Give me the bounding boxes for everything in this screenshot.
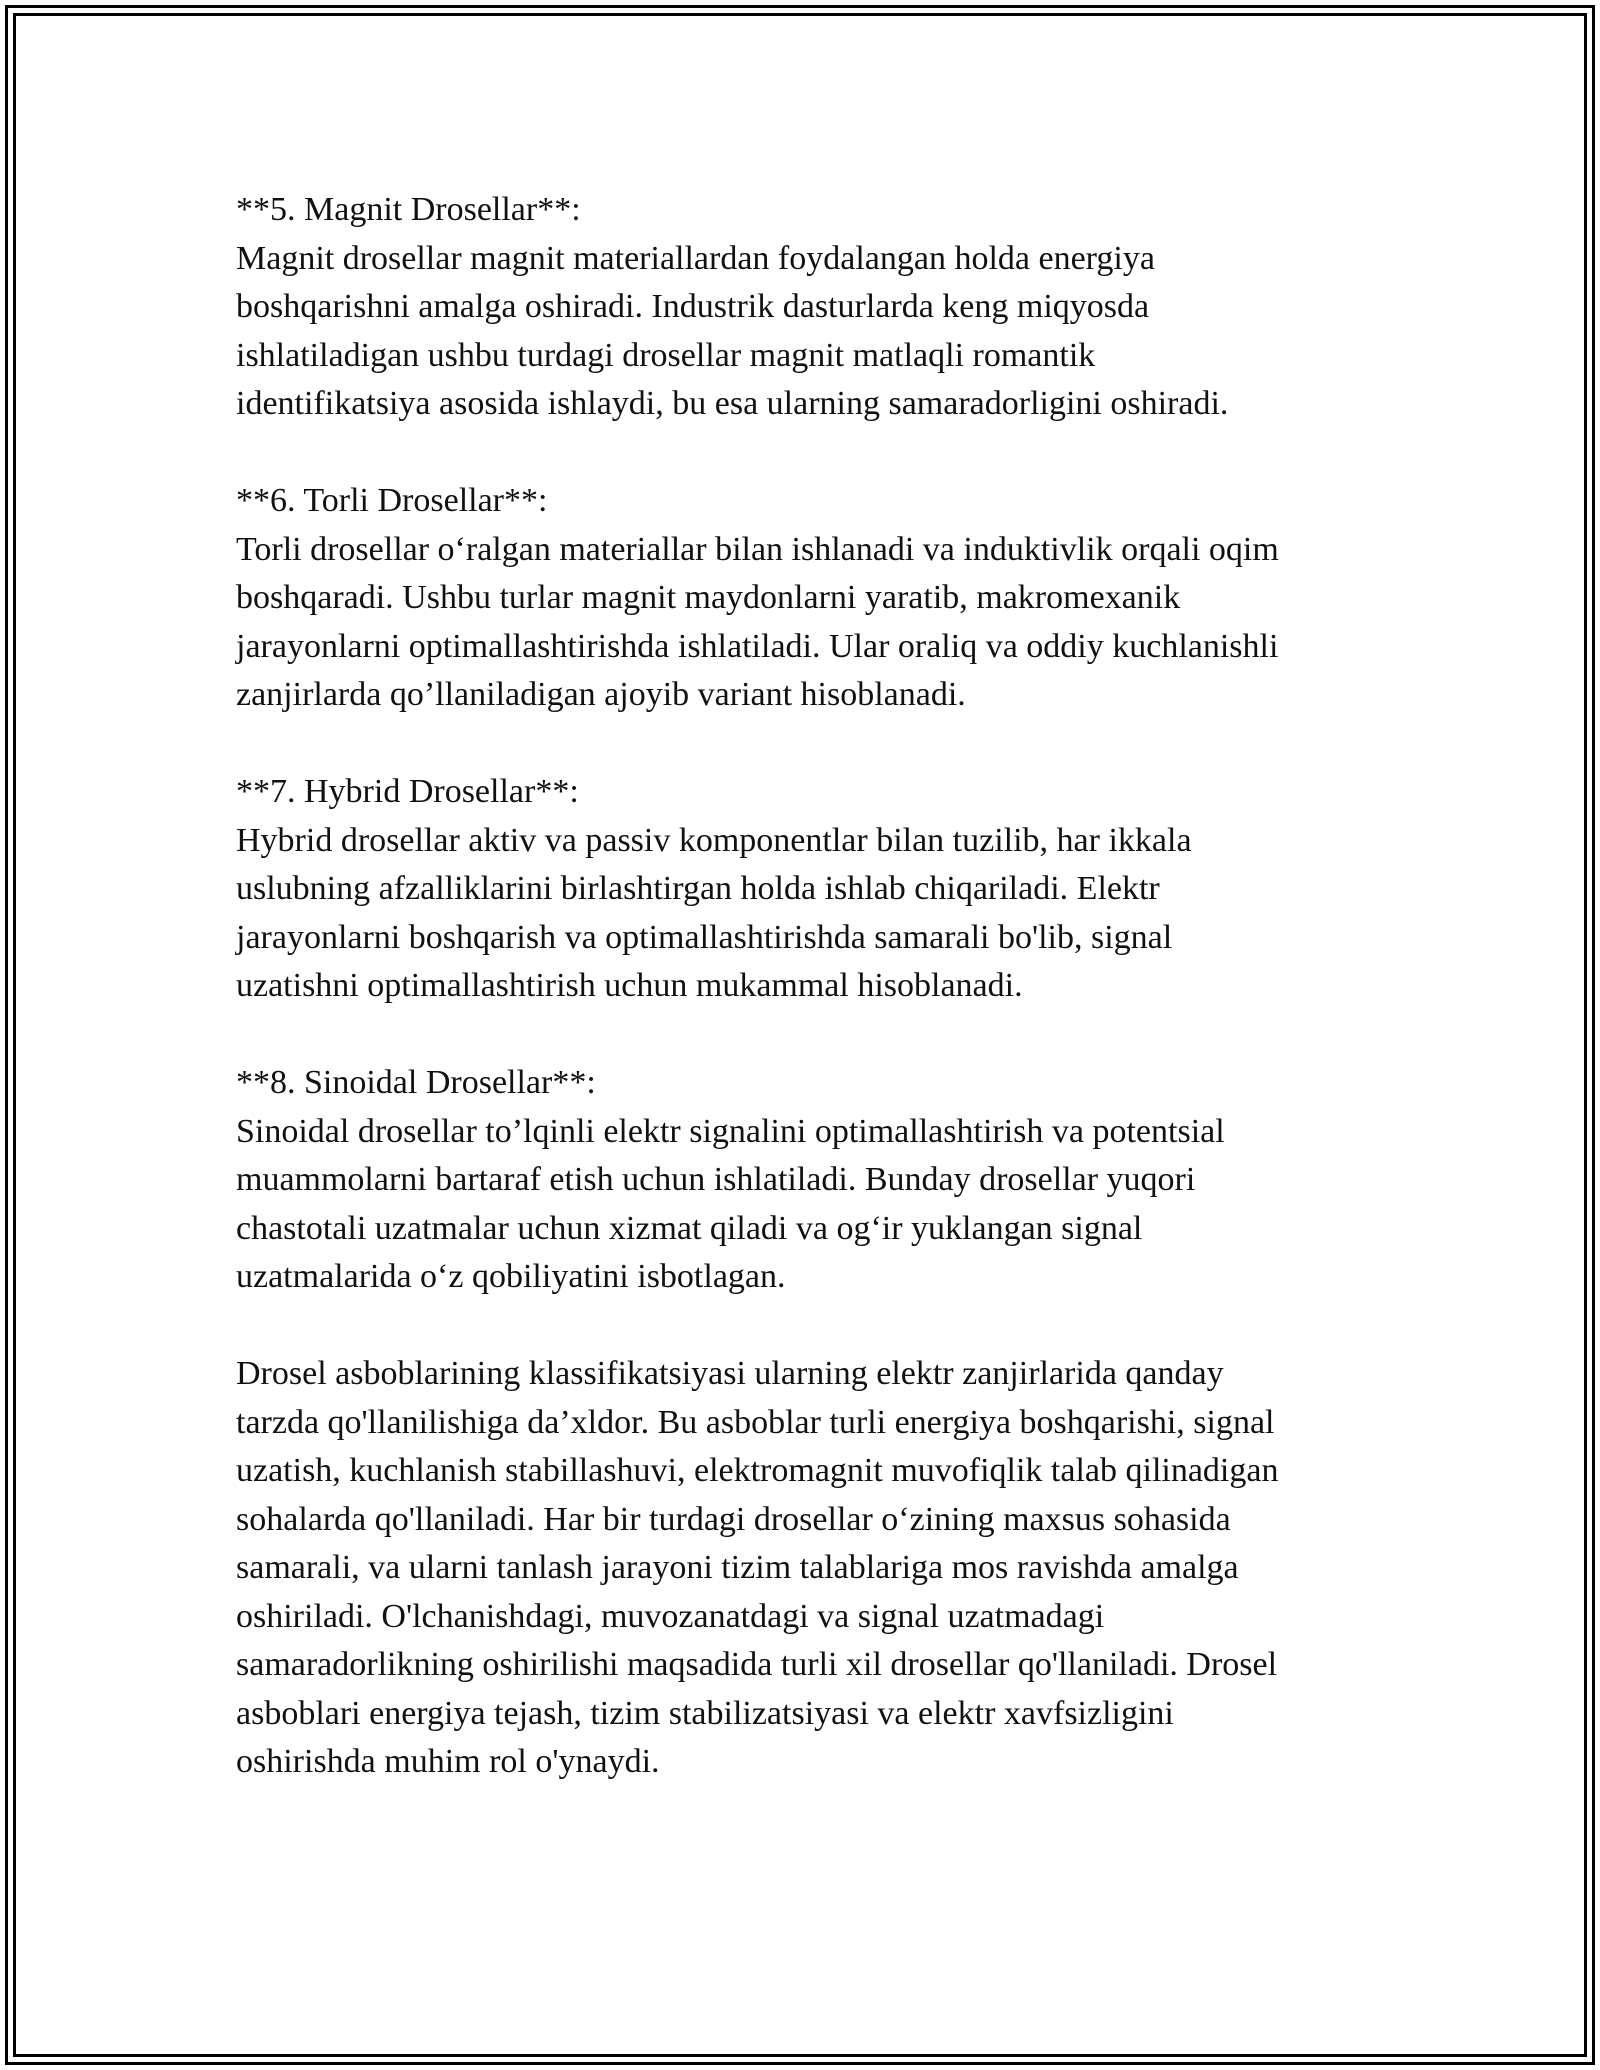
document-body: [236, 186, 1386, 1835]
section-magnit-drosellar: [236, 186, 1386, 429]
section-hybrid-drosellar: [236, 768, 1386, 1011]
section-text: Torli drosellar o‘ralgan materiallar bilan ishlanadi va induktivlik orqali oqim boshqaradi. Ushbu turlar magnit maydonlarni yaratib, makromexanik jarayonlarni optimallashtirishda ishlatiladi. Ular oraliq va oddiy kuchlanishli zanjirlarda qo’llaniladigan ajoyib variant hisoblanadi.: [236, 530, 1279, 713]
section-text: Magnit drosellar magnit materiallardan foydalangan holda energiya boshqarishni amalga oshiradi. Industrik dasturlarda keng miqyosda ishlatiladigan ushbu turdagi drosellar magnit matlaqli romantik identifikatsiya asosida ishlaydi, bu esa ularning samaradorligini oshiradi.: [236, 239, 1229, 422]
section-heading: **8. Sinoidal Drosellar**:: [236, 1064, 596, 1101]
section-text: Hybrid drosellar aktiv va passiv komponentlar bilan tuzilib, har ikkala uslubning afzalliklarini birlashtirgan holda ishlab chiqariladi. Elektr jarayonlarni boshqarish va optimallashtirishda samarali bo'lib, signal uzatishni optimallashtirish uchun mukammal hisoblanadi.: [236, 821, 1192, 1004]
section-heading: **5. Magnit Drosellar**:: [236, 191, 581, 228]
section-heading: **7. Hybrid Drosellar**:: [236, 773, 579, 810]
section-text: Sinoidal drosellar to’lqinli elektr signalini optimallashtirish va potentsial muammolarni bartaraf etish uchun ishlatiladi. Bunday drosellar yuqori chastotali uzatmalar uchun xizmat qiladi va og‘ir yuklangan signal uzatmalarida o‘z qobiliyatini isbotlagan.: [236, 1112, 1225, 1295]
section-torli-drosellar: [236, 477, 1386, 720]
conclusion-text: Drosel asboblarining klassifikatsiyasi ularning elektr zanjirlarida qanday tarzda qo'llanilishiga da’xldor. Bu asboblar turli energiya boshqarishi, signal uzatish, kuchlanish stabillashuvi, elektromagnit muvofiqlik talab qilinadigan sohalarda qo'llaniladi. Har bir turdagi drosellar o‘zining maxsus sohasida samarali, va ularni tanlash jarayoni tizim talablariga mos ravishda amalga oshiriladi. O'lchanishdagi, muvozanatdagi va signal uzatmadagi samaradorlikning oshirilishi maqsadida turli xil drosellar qo'llaniladi. Drosel asboblari energiya tejash, tizim stabilizatsiyasi va elektr xavfsizligini oshirishda muhim rol o'ynaydi.: [236, 1355, 1279, 1780]
conclusion-section: [236, 1350, 1386, 1787]
section-sinoidal-drosellar: [236, 1059, 1386, 1302]
section-heading: **6. Torli Drosellar**:: [236, 482, 548, 519]
